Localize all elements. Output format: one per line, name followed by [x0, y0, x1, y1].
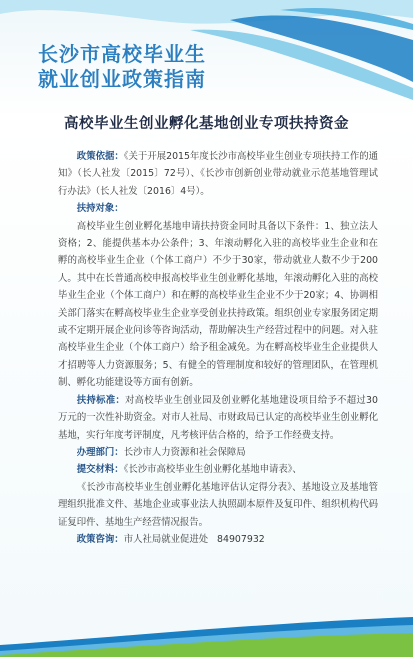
consult-paragraph — [58, 531, 378, 548]
materials-text: 《长沙市高校毕业生创业孵化基地申请表》、 — [123, 464, 302, 476]
policy-content — [58, 148, 378, 548]
page-title: 高校毕业生创业孵化基地创业专项扶持资金 — [64, 116, 349, 132]
department-label: 办理部门： — [76, 446, 124, 458]
department-text: 长沙市人力资源和社会保障局 — [123, 446, 246, 458]
header-line-2: 就业创业政策指南 — [38, 67, 206, 91]
standard-paragraph — [58, 392, 378, 444]
targets-heading — [58, 200, 378, 217]
footer-swoosh — [0, 617, 413, 657]
consult-phone: 84907932 — [217, 533, 265, 545]
standard-text: 对高校毕业生创业园及创业孵化基地建设项目给予不超过30万元的一次性补助资金。对市人社局、市财政局已认定的高校毕业生创业孵化基地，实行年度考评制度，凡考核评估合格的，给予工作经费支持。 — [58, 394, 378, 441]
department-paragraph — [58, 444, 378, 461]
targets-label: 扶持对象： — [76, 203, 124, 215]
materials-text-2: 《长沙市高校毕业生创业孵化基地评估认定得分表》、基地设立及基地管理组织批准文件、基地企业或事业法人执照副本原件及复印件、组织机构代码证复印件、基地生产经营情况报告。 — [58, 481, 378, 528]
policy-basis-paragraph — [58, 148, 378, 200]
materials-label: 提交材料： — [76, 464, 124, 476]
consult-label: 政策咨询： — [76, 533, 124, 545]
standard-label: 扶持标准： — [76, 394, 126, 406]
consult-text: 市人社局就业促进处 — [123, 533, 209, 545]
header-line-1: 长沙市高校毕业生 — [38, 42, 206, 66]
policy-basis-text: 《关于开展2015年度长沙市高校毕业生创业专项扶持工作的通知》（长人社发〔2015〕72号）、《长沙市创新创业带动就业示范基地管理试行办法》（长人社发〔2016〕4号）。 — [58, 151, 378, 197]
policy-basis-label: 政策依据： — [76, 151, 124, 162]
guide-header-title — [38, 42, 206, 92]
targets-text: 高校毕业生创业孵化基地申请扶持资金同时具备以下条件：1、独立法人资格；2、能提供基本办公条件；3、年滚动孵化入驻的高校毕业生企业和在孵的高校毕业生企业（个体工商户）不少于30家，带动就业人数不少于200人。其中在长普通高校申报高校毕业生创业孵化基地，年滚动孵化入驻的高校毕业生企业（个体工商户）和在孵的高校毕业生企业不少于20家；4、协调相关部门落实在孵高校毕业生企业享受创业扶持政策。组织创业专家服务团定期或不定期开展企业问诊等咨询活动，帮助解决生产经营过程中的问题。对入驻高校毕业生企业（个体工商户）给予租金减免。为在孵高校毕业生企业提供人才招聘等人力资源服务；5、有健全的管理制度和较好的管理团队，在管理机制、孵化功能建设等方面有创新。 — [58, 220, 378, 389]
materials-paragraph — [58, 461, 378, 478]
